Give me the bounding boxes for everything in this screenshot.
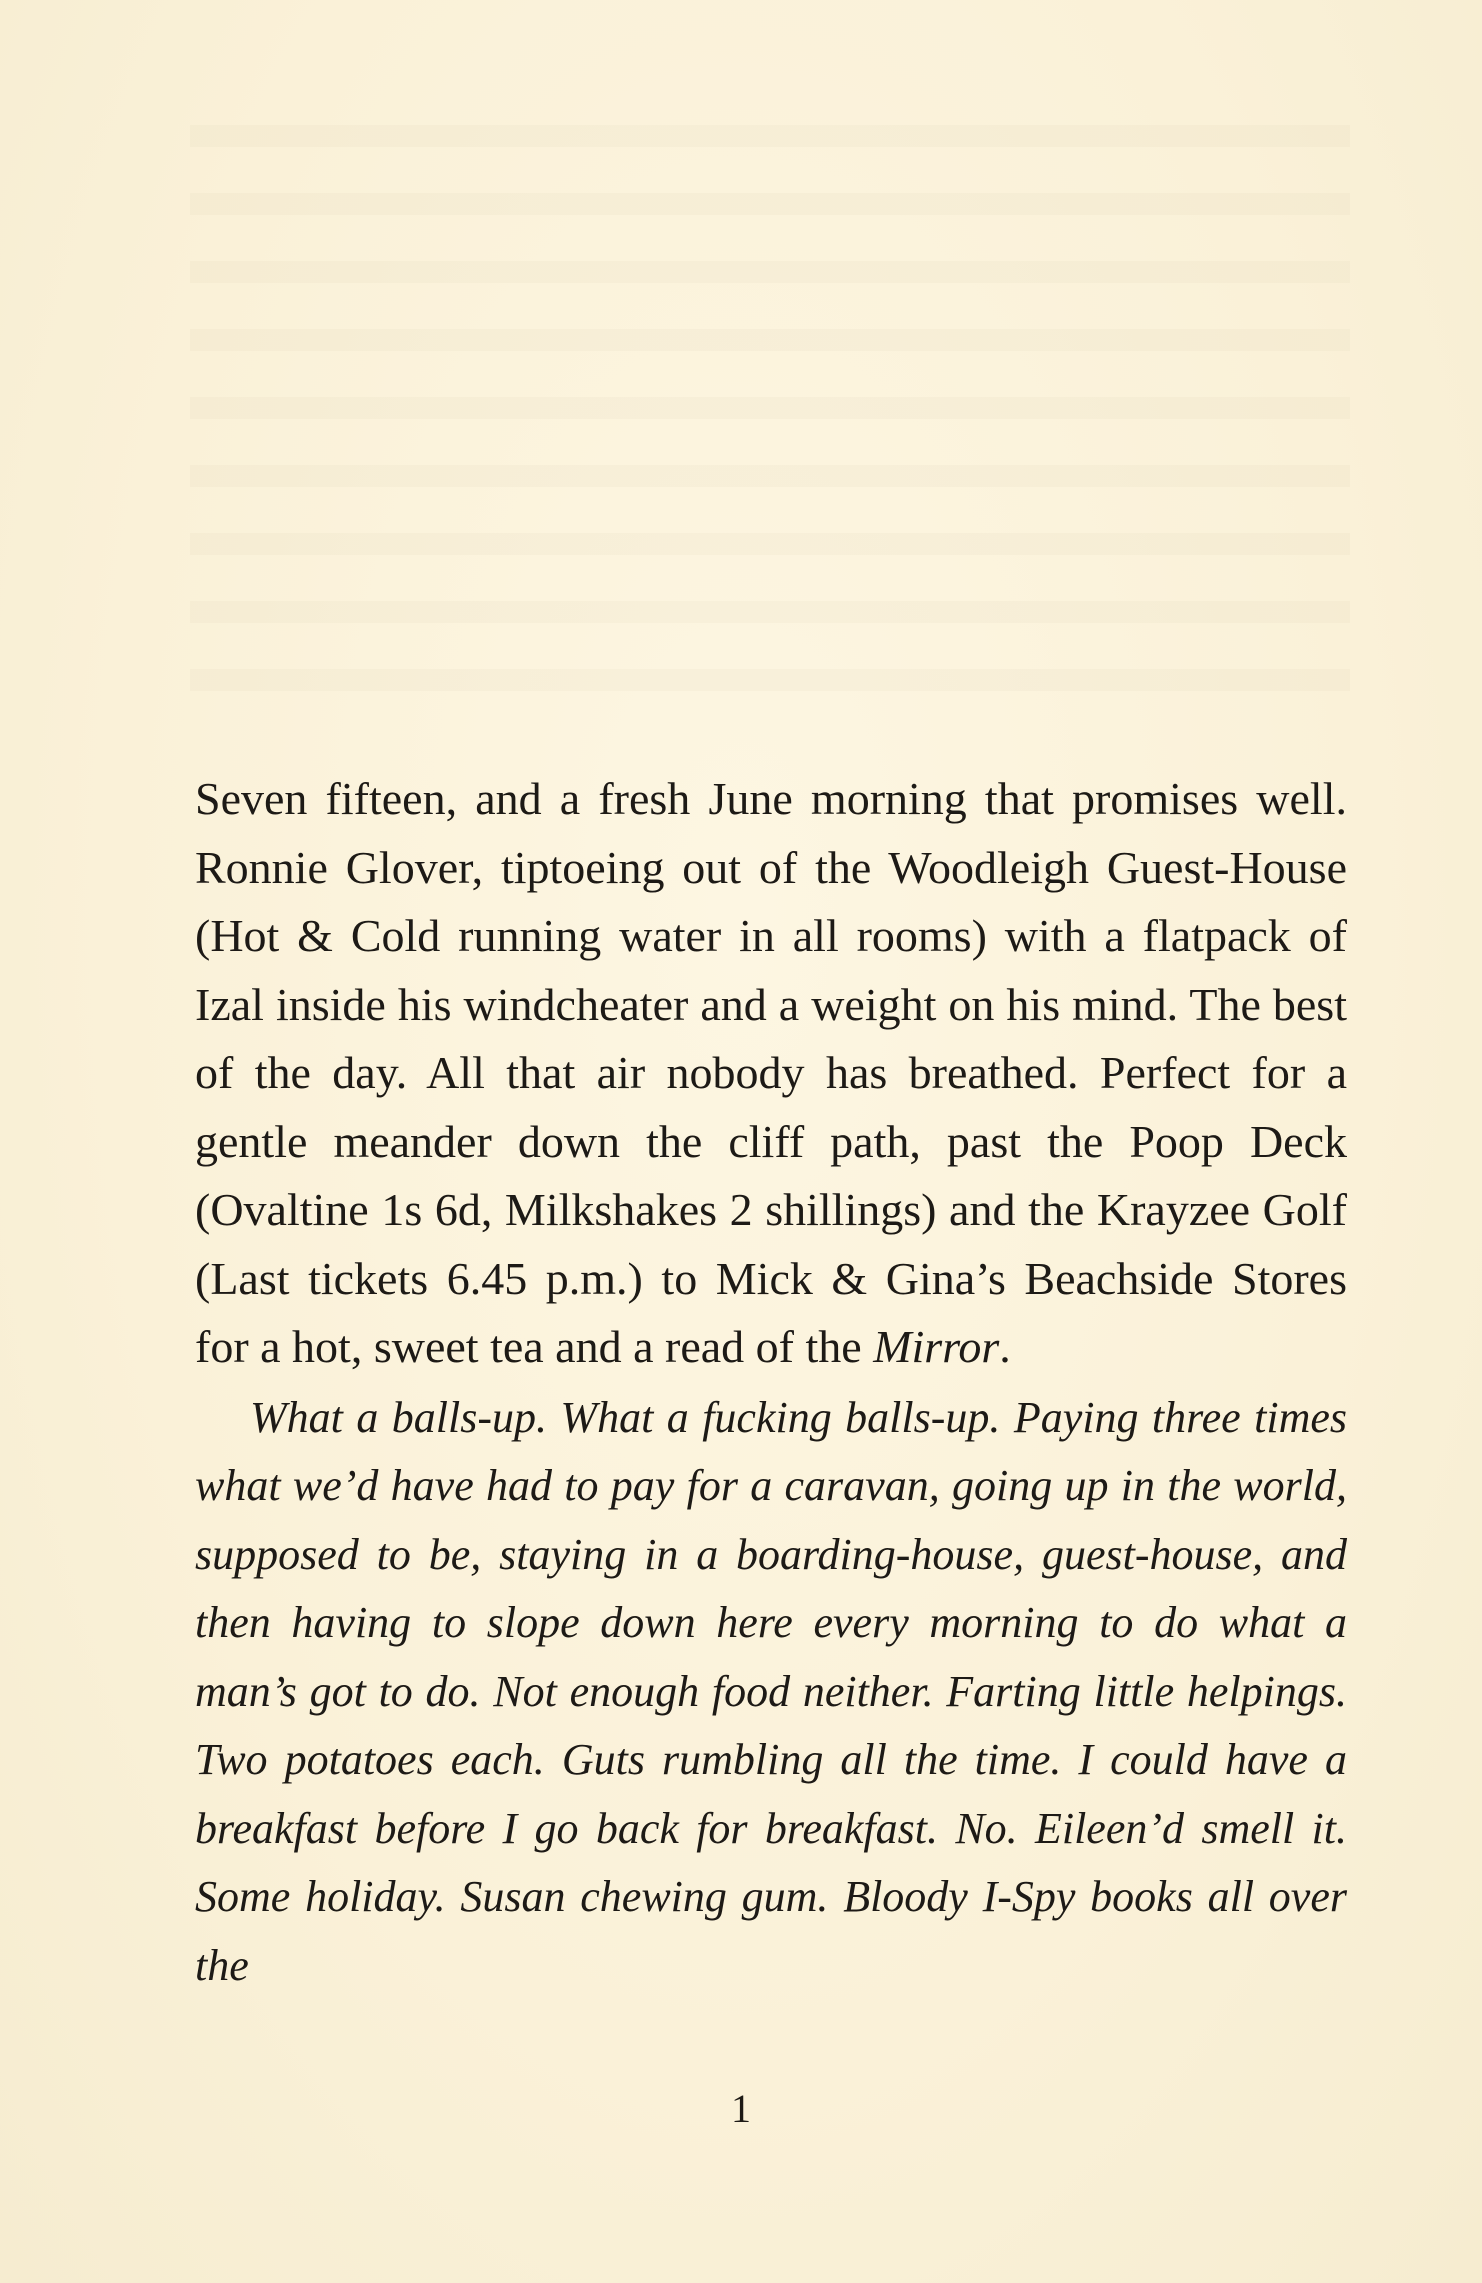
paragraph-inner-monologue: What a balls-up. What a fucking balls-up. Paying three times what we’d have had to pay for a caravan, going up in the world, supposed to be, staying in a boarding-house, guest-house, and then having to slope down here every morning to do what a man’s got to do. Not enough food neither. Farting little helpings. Two potatoes each. Guts rumbling all the time. I could have a breakfast before I go back for breakfast. No. Eileen’d smell it. Some holiday. Susan chewing gum. Bloody I-Spy books all over the [195,1392,1347,1990]
page-number: 1 [731,2086,751,2131]
newspaper-title: Mirror [873,1321,1000,1372]
paragraph-narration [195,765,1347,1382]
body-text [195,765,1347,2000]
narration-end: . [999,1321,1011,1372]
narration-text: Seven fifteen, and a fresh June morning that promises well. Ronnie Glover, tiptoeing out of the Woodleigh Guest-House (Hot & Cold running water in all rooms) with a flatpack of Izal inside his windcheater and a weight on his mind. The best of the day. All that air nobody has breathed. Perfect for a gentle meander down the cliff path, past the Poop Deck (Ovaltine 1s 6d, Milkshakes 2 shillings) and the Krayzee Golf (Last tickets 6.45 p.m.) to Mick & Gina’s Beachside Stores for a hot, sweet tea and a read of the [195,773,1347,1372]
bleed-through-text [190,85,1350,735]
